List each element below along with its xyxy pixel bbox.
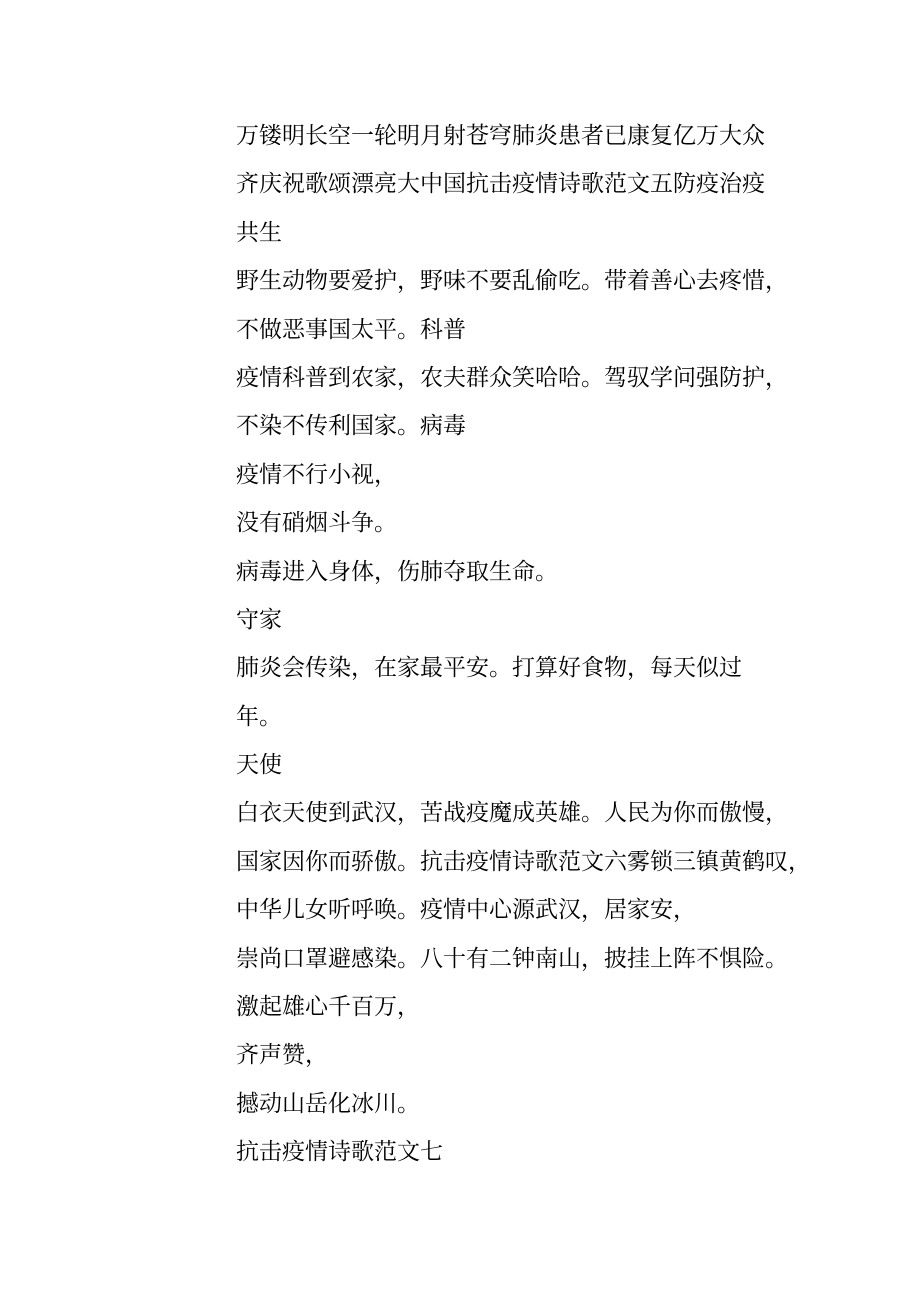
text-line: 白衣天使到武汉，苦战疫魔成英雄。人民为你而傲慢， (236, 800, 788, 827)
text-line: 万镂明长空一轮明月射苍穹肺炎患者已康复亿万大众 (236, 123, 765, 149)
body-text (236, 112, 836, 1177)
text-line: 没有硝烟斗争。 (236, 510, 397, 537)
text-line: 年。 (236, 703, 282, 730)
text-line: 不染不传利国家。病毒 (236, 413, 466, 440)
text-line: 激起雄心千百万， (236, 994, 420, 1021)
text-line: 野生动物要爱护，野味不要乱偷吃。带着善心去疼惜， (236, 268, 788, 295)
text-line: 病毒进入身体，伤肺夺取生命。 (236, 558, 558, 585)
text-line: 崇尚口罩避感染。八十有二钟南山，披挂上阵不惧险。 (236, 945, 788, 972)
text-line: 齐庆祝歌颂漂亮大中国抗击疫情诗歌范文五防疫治疫 (236, 171, 765, 198)
section-heading: 守家 (236, 606, 282, 633)
section-heading: 抗击疫情诗歌范文七 (236, 1139, 443, 1166)
text-line: 中华儿女听呼唤。疫情中心源武汉，居家安， (236, 897, 696, 924)
text-line: 共生 (236, 219, 282, 246)
text-line: 疫情不行小视， (236, 461, 397, 488)
text-line: 撼动山岳化冰川。 (236, 1090, 420, 1117)
text-line: 国家因你而骄傲。抗击疫情诗歌范文六雾锁三镇黄鹤叹， (236, 848, 811, 875)
text-line: 肺炎会传染，在家最平安。打算好食物，每天似过 (236, 655, 742, 682)
text-line: 齐声赞， (236, 1042, 328, 1069)
text-line: 不做恶事国太平。科普 (236, 316, 466, 343)
section-heading: 天使 (236, 752, 282, 779)
text-line: 疫情科普到农家，农夫群众笑哈哈。驾驭学问强防护， (236, 364, 788, 391)
